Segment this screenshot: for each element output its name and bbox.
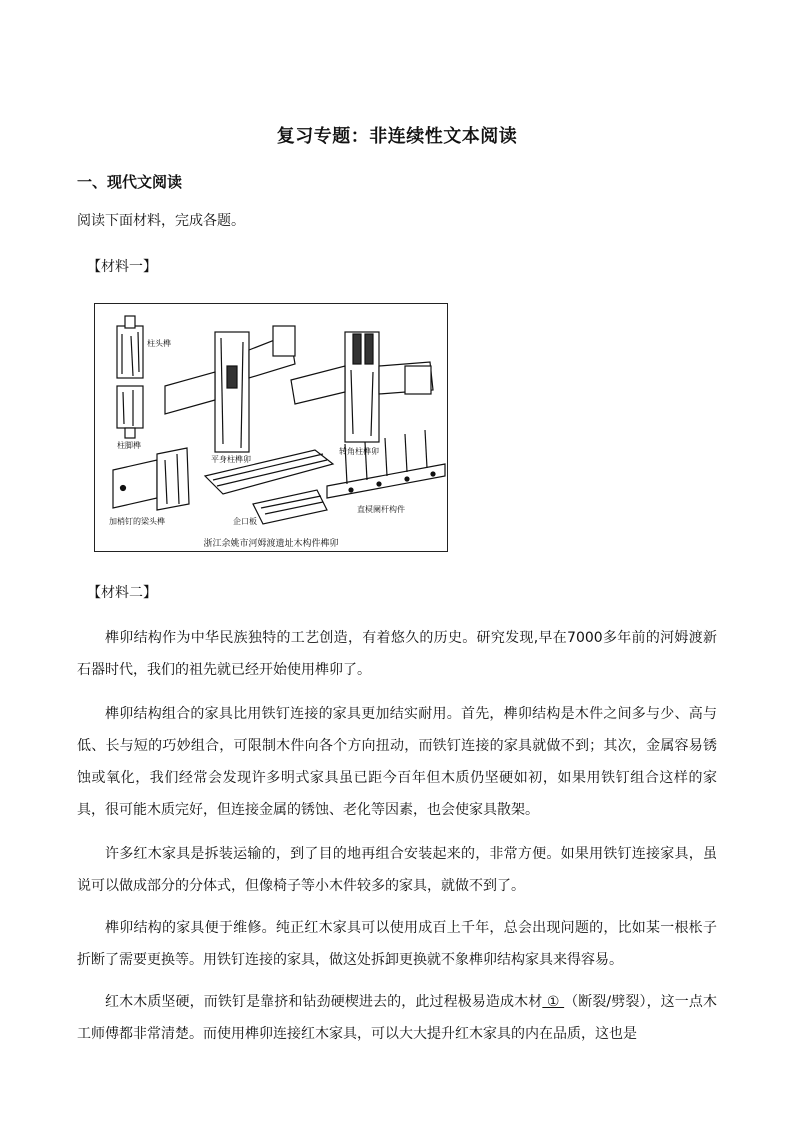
pinned-beam-tenon-drawing — [113, 460, 157, 508]
paragraph-2 — [77, 698, 717, 826]
paragraph-5 — [77, 986, 717, 1050]
paragraph-text-before-blank: 红木木质坚硬，而铁钉是靠挤和钻劲硬楔进去的，此过程极易造成木材 — [105, 994, 543, 1010]
label-pinned-beam-tenon: 加梢钉的梁头榫 — [109, 517, 165, 526]
paragraph-text: 许多红木家具是拆装运输的，到了目的地再组合安装起来的，非常方便。如果用铁钉连接家具，虽说可以做成部分的分体式，但像椅子等小木件较多的家具，就做不到了。 — [77, 846, 717, 894]
paragraph-text: 榫卯结构作为中华民族独特的工艺创造，有着悠久的历史。研究发现,早在7000多年前的河姆渡新石器时代，我们的祖先就已经开始使用榫卯了。 — [77, 630, 717, 678]
section-heading: 一、现代文阅读 — [77, 173, 183, 191]
label-column-head-tenon: 柱头榫 — [147, 339, 171, 348]
flat-column-joint-drawing — [215, 332, 249, 452]
paragraph-1 — [77, 622, 717, 686]
label-column-foot-tenon: 柱脚榫 — [117, 441, 141, 450]
railing-component-drawing — [327, 464, 445, 498]
paragraph-3 — [77, 838, 717, 902]
instruction-text: 阅读下面材料，完成各题。 — [77, 213, 245, 229]
paragraph-text: 榫卯结构的家具便于维修。纯正红木家具可以使用成百上千年，总会出现问题的，比如某一根枨子折断了需要更换等。用铁钉连接的家具，做这处拆卸更换就不象榫卯结构家具来得容易。 — [77, 920, 717, 968]
label-tongue-groove-board: 企口板 — [233, 517, 257, 526]
page-title: 复习专题：非连续性文本阅读 — [276, 126, 518, 147]
paragraph-text-after-blank: （断裂/劈裂），这一点木工师傅都非常清楚。而使用榫卯连接红木家具，可以大大提升红木家具的内在品质，这也是 — [77, 994, 718, 1042]
fill-in-blank-1[interactable]: ① — [542, 994, 565, 1010]
label-railing-component: 直棂阑杆构件 — [357, 505, 405, 514]
paragraph-text: 榫卯结构组合的家具比用铁钉连接的家具更加结实耐用。首先，榫卯结构是木件之间多与少、高与低、长与短的巧妙组合，可限制木件向各个方向扭动，而铁钉连接的家具就做不到；其次，金属容易锈蚀或氧化，我们经常会发现许多明式家具虽已距今百年但木质仍坚硬如初，如果用铁钉组合这样的家具，很可能木质完好，但连接金属的锈蚀、老化等因素，也会使家具散架。 — [77, 706, 717, 818]
material-one-label: 【材料一】 — [87, 259, 157, 275]
column-foot-tenon-drawing — [117, 386, 143, 428]
mortise-tenon-figure — [94, 303, 448, 552]
label-flat-column-joint: 平身柱榫卯 — [211, 455, 251, 464]
paragraph-4 — [77, 912, 717, 976]
corner-column-joint-drawing — [345, 332, 379, 442]
paragraph-text — [77, 986, 717, 1050]
figure-caption: 浙江余姚市河姆渡遗址木构件榫卯 — [203, 539, 339, 549]
label-corner-column-joint: 转角柱榫卯 — [339, 447, 379, 456]
material-two-label: 【材料二】 — [87, 585, 157, 601]
